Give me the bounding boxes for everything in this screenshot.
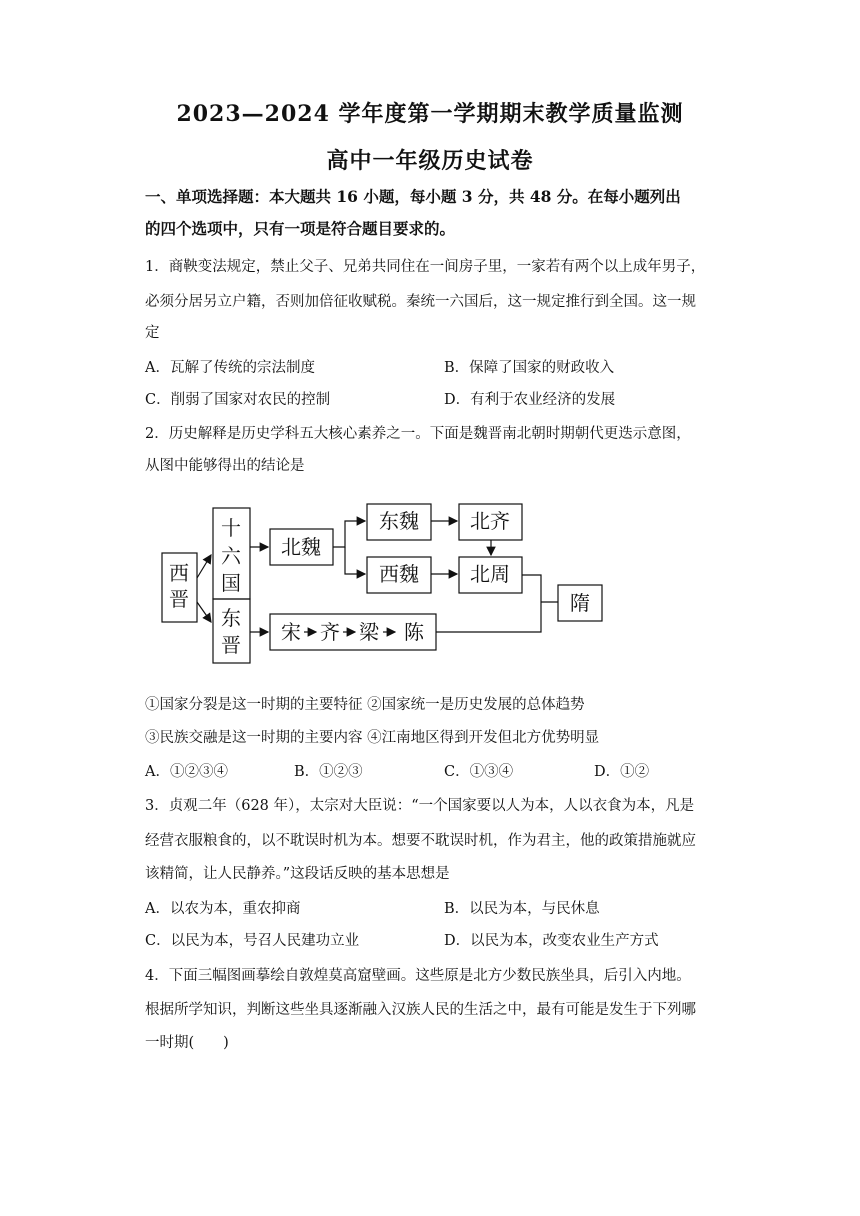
q1-option-b[interactable]: B．保障了国家的财政收入 bbox=[444, 360, 615, 376]
label-shiliuguo-3: 国 bbox=[221, 571, 241, 595]
label-dongjin-2: 晋 bbox=[221, 633, 241, 657]
arrow-beiwei-dongwei bbox=[333, 521, 365, 547]
exam-title: 2023—2024 学年度第一学期期末教学质量监测 bbox=[176, 101, 684, 127]
label-shiliuguo-2: 六 bbox=[221, 544, 241, 568]
section-heading-line: 的四个选项中，只有一项是符合题目要求的。 bbox=[145, 219, 456, 238]
q2-text-line: 从图中能够得出的结论是 bbox=[145, 458, 305, 474]
arrow-xijin-shiliuguo bbox=[197, 555, 211, 578]
q3-option-a[interactable]: A．以农为本，重农抑商 bbox=[145, 901, 301, 917]
q4-text-line: 根据所学知识，判断这些坐具逐渐融入汉族人民的生活之中，最有可能是发生于下列哪 bbox=[145, 1002, 696, 1018]
exam-subtitle: 高中一年级历史试卷 bbox=[326, 148, 534, 174]
q3-option-c[interactable]: C．以民为本，号召人民建功立业 bbox=[145, 933, 360, 949]
q2-option-c[interactable]: C．①③④ bbox=[444, 764, 514, 780]
q4-text-line: 4．下面三幅图画摹绘自敦煌莫高窟壁画。这些原是北方少数民族坐具，后引入内地。 bbox=[145, 968, 691, 984]
q2-option-d[interactable]: D．①② bbox=[594, 764, 650, 780]
label-xijin-1: 西 bbox=[169, 561, 189, 585]
q2-text-line: 2．历史解释是历史学科五大核心素养之一。下面是魏晋南北朝时期朝代更迭示意图， bbox=[145, 426, 691, 442]
label-xijin-2: 晋 bbox=[169, 587, 189, 611]
label-dongwei: 东魏 bbox=[379, 509, 419, 533]
section-heading-line: 一、单项选择题：本大题共 16 小题，每小题 3 分，共 48 分。在每小题列出 bbox=[145, 187, 681, 206]
q1-text-line: 1．商鞅变法规定，禁止父子、兄弟共同住在一间房子里，一家若有两个以上成年男子， bbox=[145, 259, 706, 275]
label-beizhou: 北周 bbox=[470, 562, 510, 586]
label-chen: 陈 bbox=[404, 620, 424, 644]
q2-statement-line: ①国家分裂是这一时期的主要特征 ②国家统一是历史发展的总体趋势 bbox=[145, 697, 585, 713]
label-beiqi: 北齐 bbox=[470, 509, 510, 533]
arrow-xijin-dongjin bbox=[197, 602, 211, 622]
label-qi: 齐 bbox=[320, 620, 340, 644]
q2-statement-line: ③民族交融是这一时期的主要内容 ④江南地区得到开发但北方优势明显 bbox=[145, 730, 600, 746]
q3-option-b[interactable]: B．以民为本，与民休息 bbox=[444, 901, 600, 917]
q1-option-d[interactable]: D．有利于农业经济的发展 bbox=[444, 392, 616, 408]
label-song: 宋 bbox=[281, 620, 301, 644]
q3-option-d[interactable]: D．以民为本，改变农业生产方式 bbox=[444, 933, 659, 949]
arrow-beiwei-xiwei bbox=[345, 547, 365, 574]
q1-option-a[interactable]: A．瓦解了传统的宗法制度 bbox=[145, 360, 315, 376]
label-xiwei: 西魏 bbox=[379, 562, 419, 586]
label-liang: 梁 bbox=[359, 620, 379, 644]
label-dongjin-1: 东 bbox=[221, 606, 241, 630]
q3-text-line: 3．贞观二年（628 年），太宗对大臣说：“一个国家要以人为本，人以衣食为本，凡是 bbox=[145, 798, 695, 814]
label-shiliuguo-1: 十 bbox=[221, 516, 241, 540]
q2-option-a[interactable]: A．①②③④ bbox=[145, 764, 228, 780]
q3-text-line: 该精简，让人民静养。”这段话反映的基本思想是 bbox=[145, 866, 450, 882]
q3-text-line: 经营衣服粮食的，以不耽误时机为本。想要不耽误时机，作为君主，他的政策措施就应 bbox=[145, 833, 696, 849]
label-beiwei: 北魏 bbox=[281, 535, 321, 559]
q1-text-line: 定 bbox=[145, 325, 160, 341]
q2-option-b[interactable]: B．①②③ bbox=[294, 764, 363, 780]
q1-option-c[interactable]: C．削弱了国家对农民的控制 bbox=[145, 392, 331, 408]
label-sui: 隋 bbox=[570, 591, 590, 615]
q4-text-line: 一时期( ) bbox=[145, 1035, 229, 1051]
q1-text-line: 必须分居另立户籍，否则加倍征收赋税。秦统一六国后，这一规定推行到全国。这一规 bbox=[145, 294, 696, 310]
